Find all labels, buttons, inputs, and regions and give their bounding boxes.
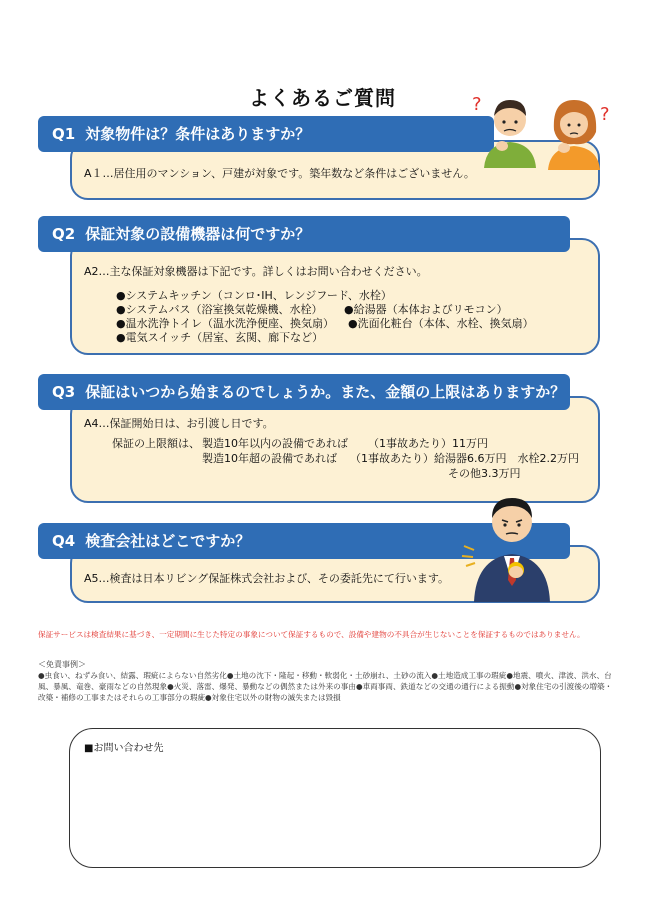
q2-item: ●給湯器（本体およびリモコン） xyxy=(344,303,508,316)
q3-limit-label: 保証の上限額は、 xyxy=(112,437,200,450)
exclusions-text: ●虫食い、ねずみ食い、結露、瑕疵によらない自然劣化●土地の沈下・隆起・移動・軟弱化・土砂崩れ、土砂の流入●土地造成工事の瑕疵●地震、噴火、津波、洪水、台風、暴風、竜巻、豪雨などの自然現象●火災、落雷、爆発、暴動などの偶然または外来の事由●車両事両、鉄道などの交通の通行による振動●対象住宅の引渡後の増築・改築・補修の工事またはそれらの工事部分の瑕疵●対象住宅以外の財物の滅失または毀損 xyxy=(38,671,613,702)
q3-line2-amount: （1事故あたり）給湯器6.6万円 水栓2.2万円 xyxy=(350,452,579,465)
q3-number: Q3 xyxy=(52,383,76,401)
q3-line2-condition: 製造10年超の設備であれば xyxy=(202,452,337,465)
contact-label: ■お問い合わせ先 xyxy=(84,743,164,754)
q2-item: ●温水洗浄トイレ（温水洗浄便座、換気扇） xyxy=(116,317,335,330)
q4-question: 検査会社はどこですか？ xyxy=(85,532,251,550)
q2-answer: A2…主な保証対象機器は下記です。詳しくはお問い合わせください。 xyxy=(84,265,428,278)
q3-line1-amount: （1事故あたり）11万円 xyxy=(368,437,488,450)
q3-answer: A4…保証開始日は、お引渡し日です。 xyxy=(84,417,274,430)
confused-woman-illustration xyxy=(540,90,620,170)
contact-box xyxy=(69,728,601,868)
q1-answer: A１…居住用のマンション、戸建が対象です。築年数など条件はございません。 xyxy=(84,167,475,180)
q3-line1-condition: 製造10年以内の設備であれば xyxy=(202,437,348,450)
q2-item: ●システムキッチン（コンロ･IH、レンジフード、水栓） xyxy=(116,289,392,302)
svg-text:?: ? xyxy=(472,94,482,115)
q2-question: 保証対象の設備機器は何ですか？ xyxy=(85,225,311,243)
q1-question-bar xyxy=(38,116,494,152)
businessman-illustration xyxy=(460,486,560,602)
exclusions-heading: ＜免責事例＞ xyxy=(38,660,86,669)
q3-question: 保証はいつから始まるのでしょうか。また、金額の上限はありますか？ xyxy=(85,383,566,401)
q1-number: Q1 xyxy=(52,125,76,143)
q4-number: Q4 xyxy=(52,532,76,550)
q3-line3-amount: その他3.3万円 xyxy=(448,467,521,480)
q2-number: Q2 xyxy=(52,225,76,243)
svg-text:?: ? xyxy=(600,104,610,125)
page-title: よくあるご質問 xyxy=(249,86,396,110)
q2-item: ●洗面化粧台（本体、水栓、換気扇） xyxy=(348,317,534,330)
q2-item: ●システムバス（浴室換気乾燥機、水栓） xyxy=(116,303,323,316)
q4-answer: A5…検査は日本リビング保証株式会社および、その委託先にて行います。 xyxy=(84,572,449,585)
q2-item: ●電気スイッチ（居室、玄関、廊下など） xyxy=(116,331,324,344)
q2-question-bar xyxy=(38,216,570,252)
confused-man-illustration xyxy=(470,86,540,168)
disclaimer-notice: 保証サービスは検査結果に基づき、一定期間に生じた特定の事象について保証するもので、設備や建物の不具合が生じないことを保証するものではありません。 xyxy=(38,630,585,639)
q1-question: 対象物件は？条件はありますか？ xyxy=(85,125,311,143)
q3-question-bar xyxy=(38,374,570,410)
q2-answer-box xyxy=(70,238,600,355)
